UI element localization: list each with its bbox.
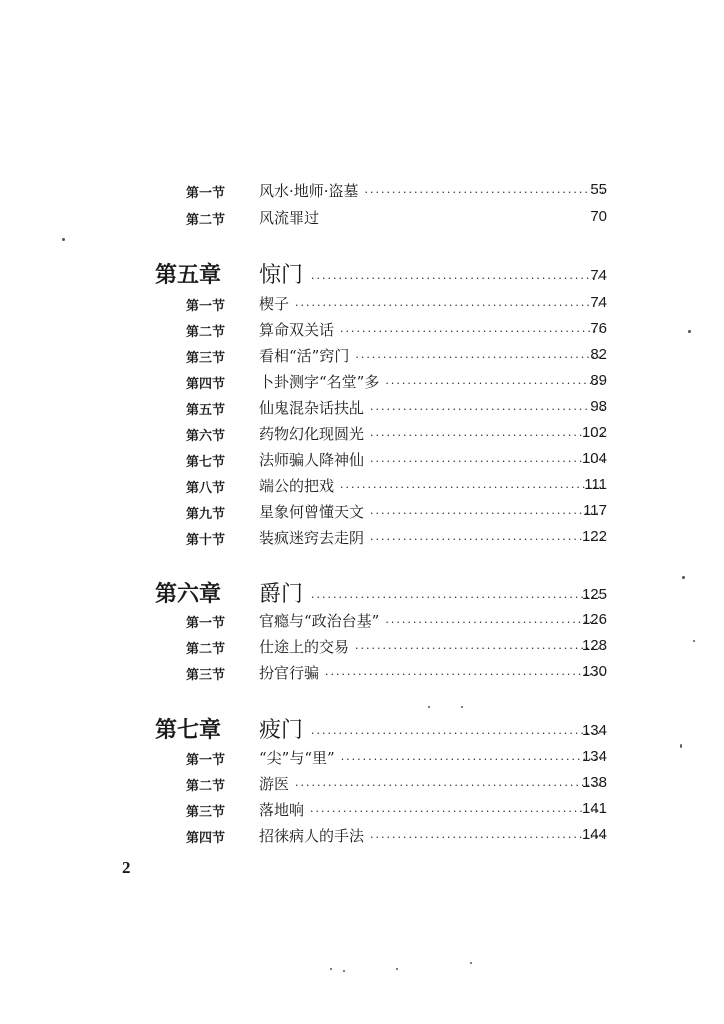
chapter-label: 第七章 bbox=[155, 718, 222, 743]
section-page-number: 134 bbox=[581, 748, 607, 765]
section-label: 第五节 bbox=[186, 403, 226, 418]
section-title: 星象何曾懂天文 bbox=[259, 503, 365, 521]
section-title-line bbox=[259, 501, 604, 522]
section-title-line bbox=[259, 636, 604, 657]
section-label: 第三节 bbox=[186, 805, 226, 820]
section-title: 仙鬼混杂话扶乩 bbox=[259, 399, 365, 417]
dot-leader bbox=[311, 727, 604, 740]
section-title: 风水·地师·盗墓 bbox=[259, 182, 359, 200]
chapter-title: 疲门 bbox=[259, 718, 304, 743]
dot-leader bbox=[325, 668, 604, 681]
section-label: 第四节 bbox=[186, 377, 226, 392]
scan-speck bbox=[470, 962, 472, 964]
toc-chapter-row bbox=[0, 577, 724, 611]
section-page-number: 102 bbox=[581, 424, 607, 441]
section-title: 招徕病人的手法 bbox=[259, 827, 365, 845]
section-title: 端公的把戏 bbox=[259, 477, 335, 495]
section-page-number: 104 bbox=[581, 450, 607, 467]
scan-speck bbox=[461, 706, 463, 708]
section-title-line bbox=[259, 449, 604, 470]
section-title-line bbox=[259, 773, 604, 794]
section-label: 第一节 bbox=[186, 616, 226, 631]
section-label: 第一节 bbox=[186, 186, 226, 201]
chapter-page-number: 125 bbox=[581, 586, 607, 603]
toc-section-row bbox=[0, 499, 724, 525]
toc-section-row bbox=[0, 317, 724, 343]
toc-section-row bbox=[0, 421, 724, 447]
section-page-number: 82 bbox=[590, 346, 607, 363]
toc-section-row bbox=[0, 525, 724, 551]
scan-speck bbox=[688, 330, 691, 333]
toc-section-row bbox=[0, 771, 724, 797]
toc-section-row bbox=[0, 608, 724, 634]
dot-leader bbox=[340, 325, 604, 338]
section-label: 第二节 bbox=[186, 779, 226, 794]
section-page-number: 128 bbox=[581, 637, 607, 654]
section-title: 算命双关话 bbox=[259, 321, 335, 339]
section-title-line bbox=[259, 747, 604, 768]
toc-section-row bbox=[0, 823, 724, 849]
toc-section-row bbox=[0, 660, 724, 686]
dot-leader bbox=[340, 481, 604, 494]
toc-section-row bbox=[0, 205, 724, 231]
section-title: 游医 bbox=[259, 775, 290, 793]
section-title-line bbox=[259, 293, 604, 314]
section-title: 扮官行骗 bbox=[259, 664, 320, 682]
toc-section-row bbox=[0, 369, 724, 395]
section-label: 第九节 bbox=[186, 507, 226, 522]
toc-section-row bbox=[0, 447, 724, 473]
section-title-line bbox=[259, 319, 604, 340]
scan-speck bbox=[330, 968, 332, 970]
section-title: 法师骗人降神仙 bbox=[259, 451, 365, 469]
section-page-number: 144 bbox=[581, 826, 607, 843]
chapter-title: 惊门 bbox=[259, 263, 304, 288]
page-number: 2 bbox=[122, 858, 131, 877]
toc-section-row bbox=[0, 178, 724, 204]
dot-leader bbox=[311, 272, 604, 285]
chapter-label: 第五章 bbox=[155, 263, 222, 288]
chapter-page-number: 74 bbox=[590, 267, 607, 284]
section-title: 仕途上的交易 bbox=[259, 638, 350, 656]
section-page-number: 74 bbox=[590, 294, 607, 311]
chapter-title: 爵门 bbox=[259, 582, 304, 607]
dot-leader bbox=[310, 805, 604, 818]
chapter-title-line bbox=[259, 713, 604, 744]
section-label: 第二节 bbox=[186, 325, 226, 340]
toc-section-row bbox=[0, 797, 724, 823]
section-title: “尖”与“里” bbox=[259, 749, 335, 767]
toc-section-row bbox=[0, 634, 724, 660]
section-title: 药物幻化现圆光 bbox=[259, 425, 365, 443]
dot-leader bbox=[295, 779, 604, 792]
scan-speck bbox=[693, 640, 695, 642]
dot-leader bbox=[295, 299, 604, 312]
section-title-line bbox=[259, 825, 604, 846]
section-title: 看相“活”窍门 bbox=[259, 347, 350, 365]
toc-section-row bbox=[0, 473, 724, 499]
chapter-label: 第六章 bbox=[155, 582, 222, 607]
dot-leader bbox=[311, 591, 604, 604]
chapter-title-line bbox=[259, 577, 604, 608]
toc-chapter-row bbox=[0, 258, 724, 292]
section-label: 第六节 bbox=[186, 429, 226, 444]
section-label: 第二节 bbox=[186, 642, 226, 657]
toc-section-row bbox=[0, 291, 724, 317]
section-page-number: 111 bbox=[584, 476, 607, 493]
section-title-line bbox=[259, 527, 604, 548]
section-title: 卜卦测字“名堂”多 bbox=[259, 373, 380, 391]
section-label: 第一节 bbox=[186, 299, 226, 314]
section-title-line bbox=[259, 610, 604, 631]
toc-section-row bbox=[0, 395, 724, 421]
toc-section-row bbox=[0, 745, 724, 771]
section-label: 第一节 bbox=[186, 753, 226, 768]
section-page-number: 117 bbox=[583, 502, 607, 519]
section-page-number: 55 bbox=[590, 181, 607, 198]
section-title-line bbox=[259, 799, 604, 820]
section-title: 落地响 bbox=[259, 801, 305, 819]
toc-chapter-row bbox=[0, 713, 724, 747]
section-page-number: 89 bbox=[590, 372, 607, 389]
section-title: 楔子 bbox=[259, 295, 290, 313]
section-page-number: 70 bbox=[590, 208, 607, 225]
section-label: 第三节 bbox=[186, 668, 226, 683]
section-label: 第三节 bbox=[186, 351, 226, 366]
section-title-line bbox=[259, 371, 604, 392]
section-title-line bbox=[259, 207, 604, 228]
section-page-number: 141 bbox=[581, 800, 607, 817]
section-title: 官瘾与“政治台基” bbox=[259, 612, 380, 630]
scan-speck bbox=[62, 238, 65, 241]
scan-speck bbox=[682, 576, 685, 579]
section-page-number: 122 bbox=[581, 528, 607, 545]
scan-speck bbox=[680, 744, 682, 748]
section-title-line bbox=[259, 475, 604, 496]
section-page-number: 76 bbox=[590, 320, 607, 337]
section-title-line bbox=[259, 345, 604, 366]
section-title-line bbox=[259, 397, 604, 418]
scan-speck bbox=[428, 706, 430, 708]
scan-speck bbox=[396, 968, 398, 970]
section-title: 装疯迷窍去走阴 bbox=[259, 529, 365, 547]
section-label: 第八节 bbox=[186, 481, 226, 496]
section-title-line bbox=[259, 180, 604, 201]
scan-speck bbox=[343, 970, 345, 972]
section-label: 第七节 bbox=[186, 455, 226, 470]
chapter-page-number: 134 bbox=[581, 722, 607, 739]
dot-leader bbox=[341, 753, 604, 766]
section-page-number: 138 bbox=[581, 774, 607, 791]
section-title-line bbox=[259, 423, 604, 444]
section-label: 第十节 bbox=[186, 533, 226, 548]
toc-section-row bbox=[0, 343, 724, 369]
section-page-number: 126 bbox=[581, 611, 607, 628]
section-title: 风流罪过 bbox=[259, 209, 320, 227]
chapter-title-line bbox=[259, 258, 604, 289]
section-label: 第二节 bbox=[186, 213, 226, 228]
section-page-number: 130 bbox=[581, 663, 607, 680]
section-label: 第四节 bbox=[186, 831, 226, 846]
section-title-line bbox=[259, 662, 604, 683]
section-page-number: 98 bbox=[590, 398, 607, 415]
